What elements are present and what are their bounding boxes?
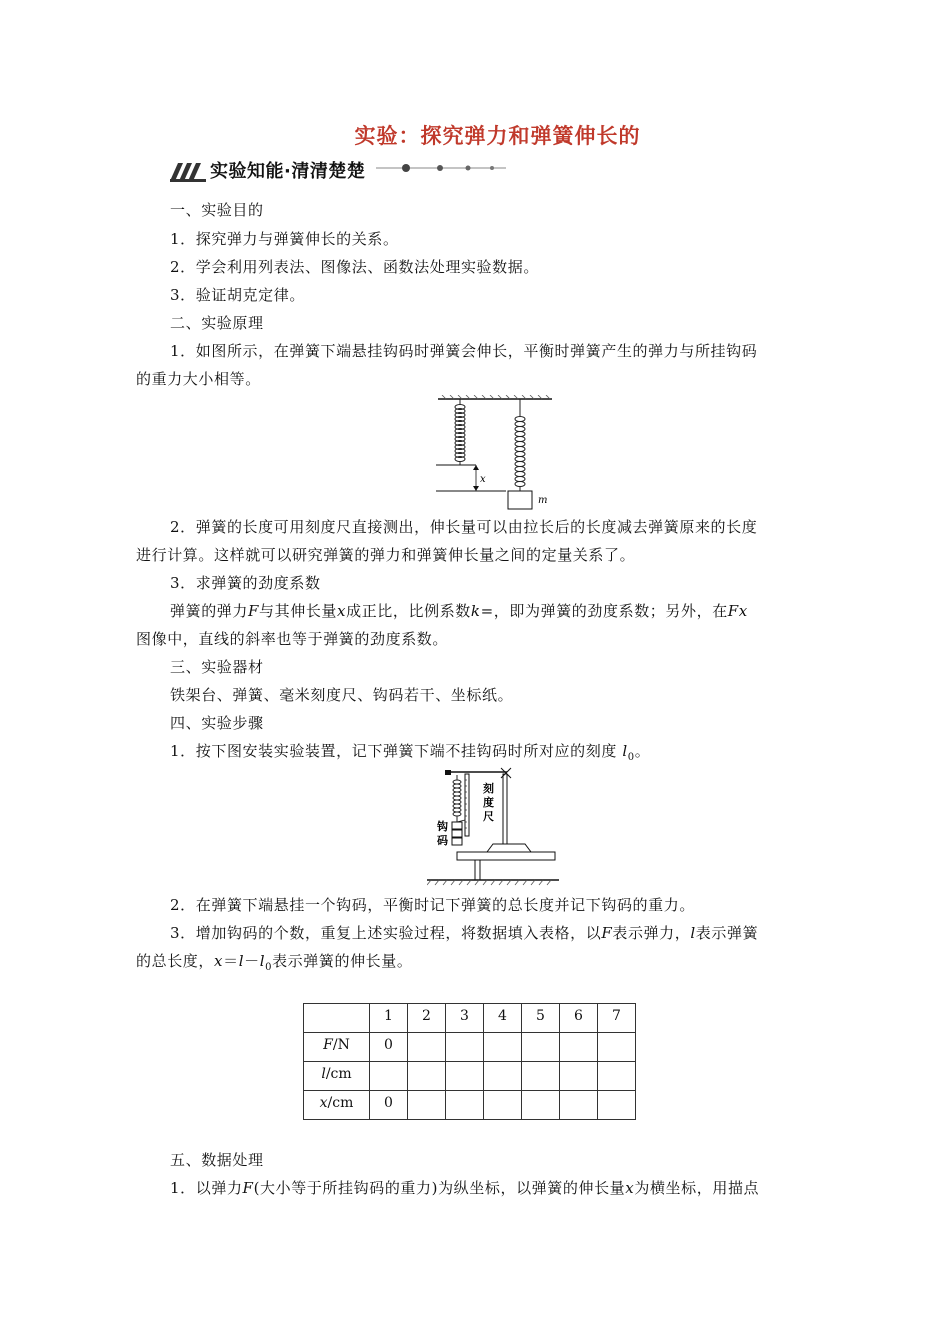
data-processing-1: 1．以弹力F(大小等于所挂钩码的重力)为纵坐标，以弹簧的伸长量x为横坐标，用描点 [170,1179,760,1197]
step-3-line-1: 3．增加钩码的个数，重复上述实验过程，将数据填入表格，以F表示弹力，l表示弹簧 [170,924,759,942]
table-header-cell: 5 [522,1004,560,1033]
banner-title: 实验知能·清清楚楚 [210,161,366,182]
table-row [304,1062,636,1091]
step-1: 1．按下图安装实验装置，记下弹簧下端不挂钩码时所对应的刻度 $l_0$。 [170,742,651,763]
table-cell [484,1033,522,1062]
equipment-list: 铁架台、弹簧、毫米刻度尺、钩码若干、坐标纸。 [170,686,514,704]
purpose-item-1: 1．探究弹力与弹簧伸长的关系。 [170,230,399,248]
table-cell [408,1033,446,1062]
purpose-item-2: 2．学会利用列表法、图像法、函数法处理实验数据。 [170,258,539,276]
table-cell [408,1062,446,1091]
table-corner-cell [304,1004,370,1033]
row-label-length: l/cm [304,1062,370,1091]
banner-dots-icon [376,161,516,175]
ruler-label-2: 度 [483,796,494,809]
principle-2-line-2: 进行计算。这样就可以研究弹簧的弹力和弹簧伸长量之间的定量关系了。 [136,546,636,564]
heading-purpose: 一、实验目的 [170,201,264,219]
principle-2-line-1: 2．弹簧的长度可用刻度尺直接测出，伸长量可以由拉长后的长度减去弹簧原来的长度 [170,518,758,536]
table-header-cell: 2 [408,1004,446,1033]
row-label-force: F/N [304,1033,370,1062]
banner-stripes-icon [170,161,210,183]
principle-3-line-1: 弹簧的弹力F与其伸长量x成正比，比例系数k=，即为弹簧的劲度系数；另外，在Fx [170,602,748,620]
table-header-cell: 1 [370,1004,408,1033]
table-cell [446,1062,484,1091]
principle-1-line-1: 1．如图所示，在弹簧下端悬挂钩码时弹簧会伸长，平衡时弹簧产生的弹力与所挂钩码 [170,342,758,360]
heading-principle: 二、实验原理 [170,314,264,332]
heading-equipment: 三、实验器材 [170,658,264,676]
table-header-row [304,1004,636,1033]
table-cell [522,1062,560,1091]
table-cell [446,1091,484,1120]
heading-steps: 四、实验步骤 [170,714,264,732]
apparatus-diagram [427,764,559,886]
weight-label-2: 码 [437,834,448,847]
table-cell [560,1062,598,1091]
ruler-label-1: 刻 [483,782,494,795]
table-cell [598,1091,636,1120]
table-cell [598,1062,636,1091]
table-row [304,1091,636,1120]
page-title: 实验：探究弹力和弹簧伸长的 [354,124,641,148]
table-cell [598,1033,636,1062]
step-3-line-2: 的总长度，$x=l-l_0$表示弹簧的伸长量。 [136,952,413,973]
table-cell: 0 [370,1091,408,1120]
table-cell [408,1091,446,1120]
table-cell [560,1091,598,1120]
row-label-extension: x/cm [304,1091,370,1120]
heading-data-processing: 五、数据处理 [170,1151,264,1169]
table-cell [522,1091,560,1120]
principle-1-line-2: 的重力大小相等。 [136,370,261,388]
table-cell [484,1091,522,1120]
purpose-item-3: 3．验证胡克定律。 [170,286,305,304]
table-cell: 0 [370,1033,408,1062]
weight-label-1: 钩 [437,820,448,833]
principle-3-line-2: 图像中，直线的斜率也等于弹簧的劲度系数。 [136,630,449,648]
table-header-cell: 4 [484,1004,522,1033]
table-header-cell: 6 [560,1004,598,1033]
table-header-cell: 7 [598,1004,636,1033]
label-x: x [480,474,486,485]
table-cell [560,1033,598,1062]
table-cell [446,1033,484,1062]
data-table [303,1003,636,1120]
step-2: 2．在弹簧下端悬挂一个钩码，平衡时记下弹簧的总长度并记下钩码的重力。 [170,896,695,914]
label-m: m [538,495,548,506]
table-cell [522,1033,560,1062]
ruler-label-3: 尺 [483,810,494,823]
table-row [304,1033,636,1062]
table-header-cell: 3 [446,1004,484,1033]
principle-3-heading: 3．求弹簧的劲度系数 [170,574,321,592]
table-cell [370,1062,408,1091]
spring-diagram-1 [436,395,556,511]
table-cell [484,1062,522,1091]
